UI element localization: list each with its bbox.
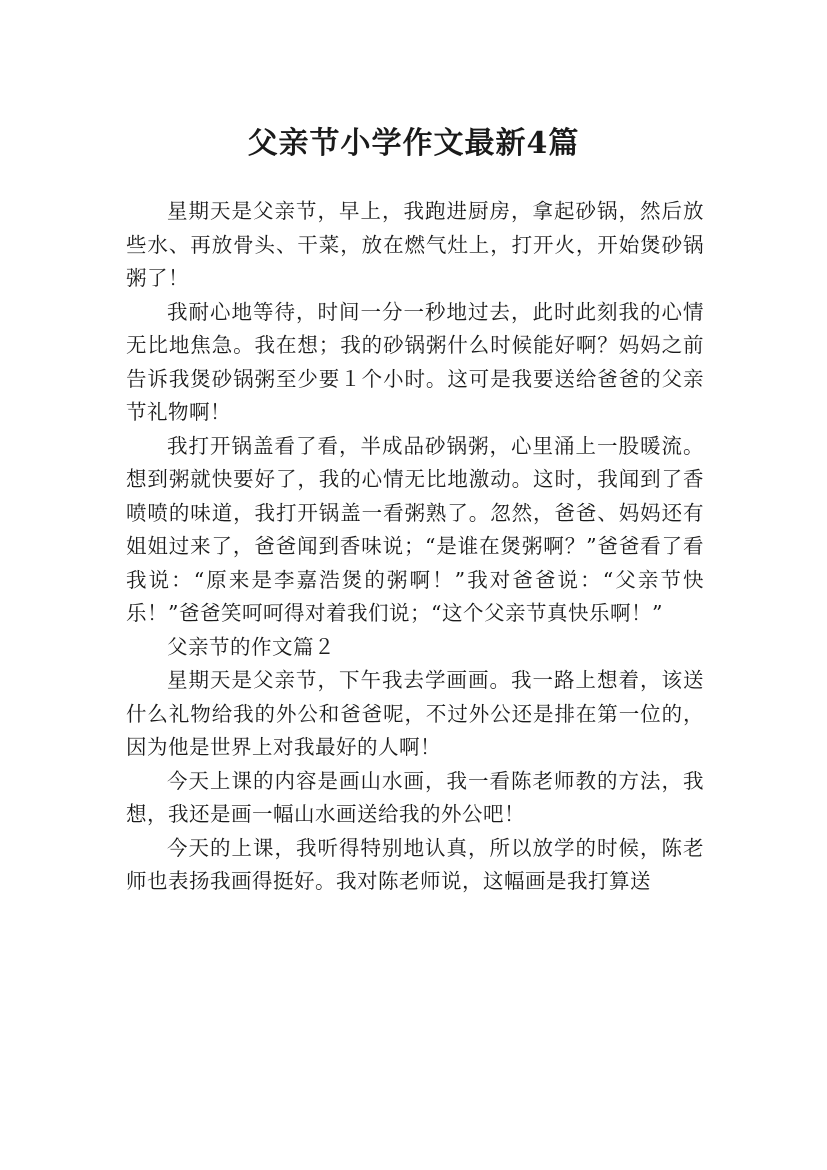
section-heading: 父亲节的作文篇２ xyxy=(167,634,335,659)
document-body xyxy=(126,195,704,899)
document-title: 父亲节小学作文最新4篇 xyxy=(247,126,580,162)
paragraph: 今天的上课，我听得特别地认真，所以放学的时候，陈老师也表扬我画得挺好。我对陈老师说，这幅画是我打算送 xyxy=(126,835,704,893)
paragraph: 今天上课的内容是画山水画，我一看陈老师教的方法，我想，我还是画一幅山水画送给我的外公吧！ xyxy=(126,768,704,826)
paragraph: 我耐心地等待，时间一分一秒地过去，此时此刻我的心情无比地焦急。我在想；我的砂锅粥什么时候能好啊？妈妈之前告诉我煲砂锅粥至少要１个小时。这可是我要送给爸爸的父亲节礼物啊！ xyxy=(126,299,704,424)
paragraph: 星期天是父亲节，下午我去学画画。我一路上想着，该送什么礼物给我的外公和爸爸呢，不过外公还是排在第一位的，因为他是世界上对我最好的人啊！ xyxy=(126,668,704,759)
paragraph: 星期天是父亲节，早上，我跑进厨房，拿起砂锅，然后放些水、再放骨头、干菜，放在燃气灶上，打开火，开始煲砂锅粥了！ xyxy=(126,199,704,290)
paragraph: 我打开锅盖看了看，半成品砂锅粥，心里涌上一股暖流。想到粥就快要好了，我的心情无比地激动。这时，我闻到了香喷喷的味道，我打开锅盖一看粥熟了。忽然，爸爸、妈妈还有姐姐过来了，爸爸闻到香味说；“是谁在煲粥啊？”爸爸看了看我说：“原来是李嘉浩煲的粥啊！”我对爸爸说：“父亲节快乐！”爸爸笑呵呵得对着我们说；“这个父亲节真快乐啊！” xyxy=(126,433,704,625)
